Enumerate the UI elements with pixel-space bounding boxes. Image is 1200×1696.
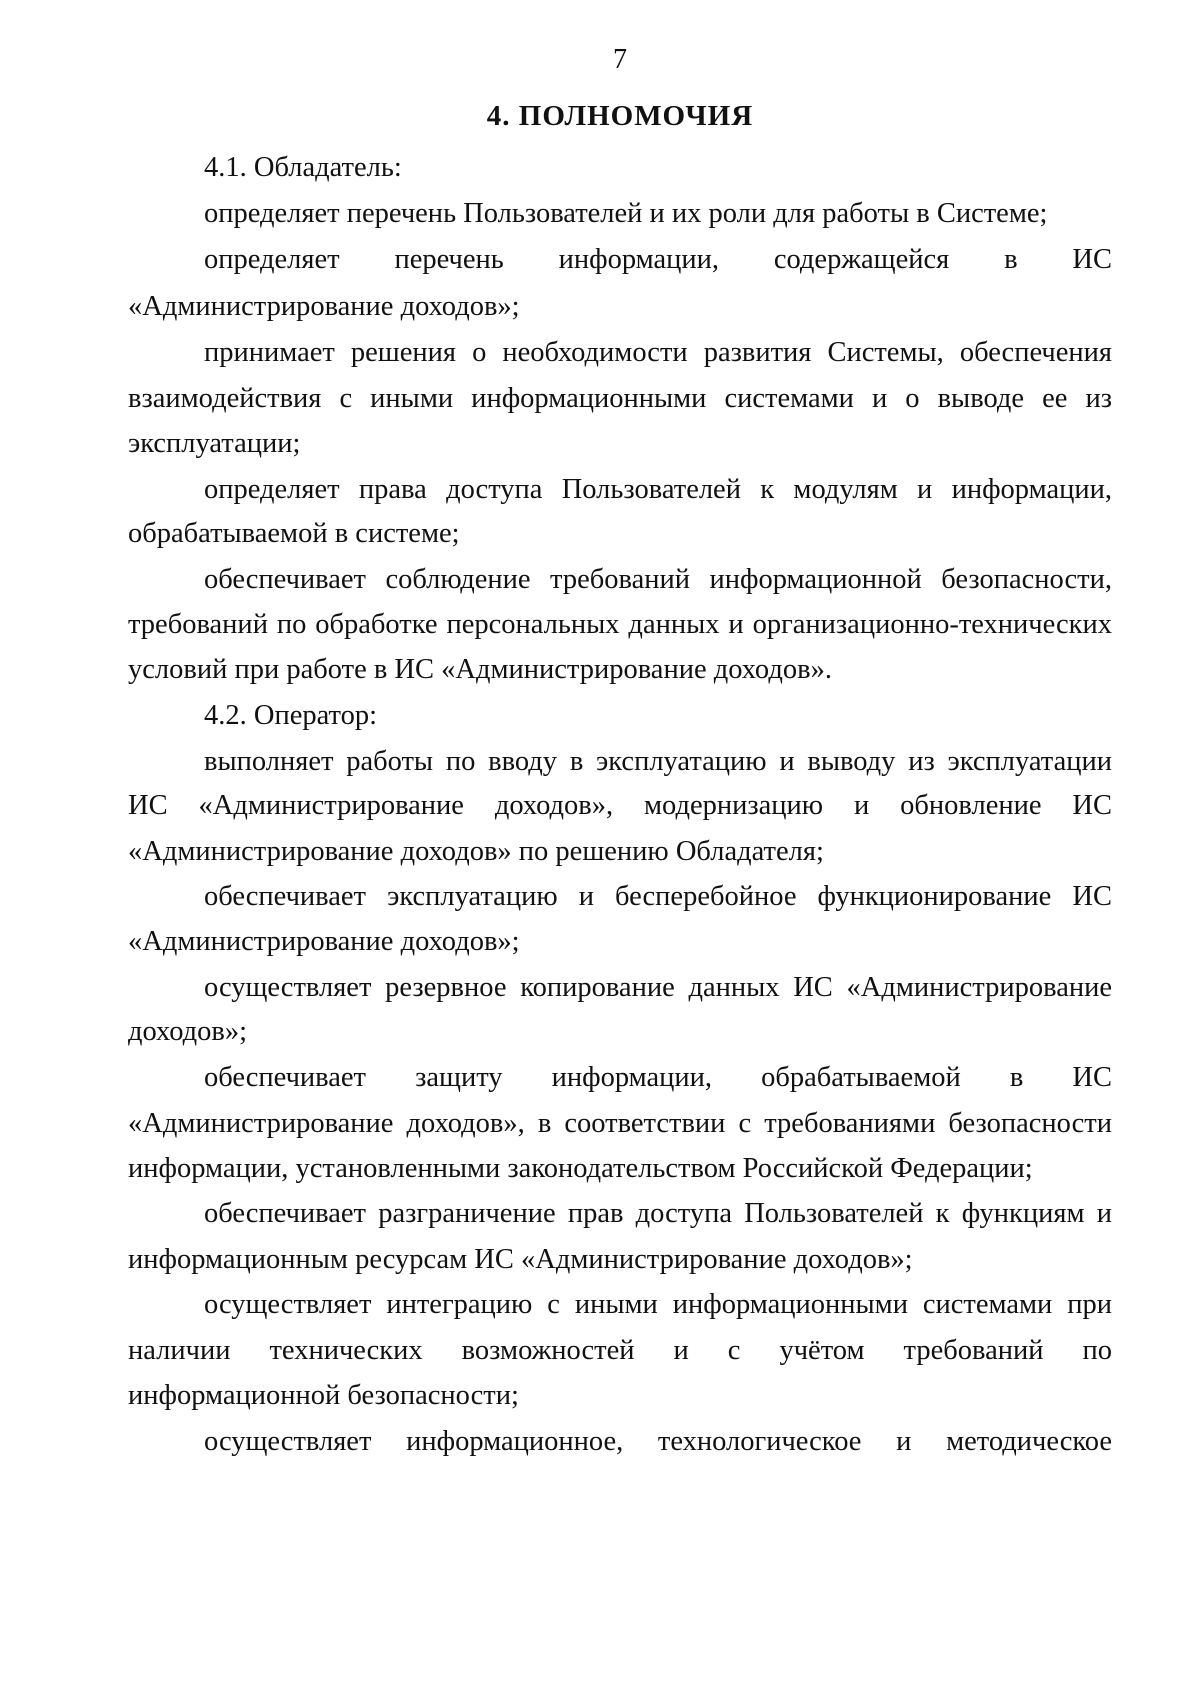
text-line: информации, установленными законодательством Российской Федерации; [128, 1153, 1033, 1184]
text-line: «Администрирование доходов»; [128, 926, 520, 957]
text-line: доходов»; [128, 1016, 248, 1047]
text-line: 4.1. Обладатель: [204, 152, 402, 183]
text-line: определяет перечень Пользователей и их роли для работы в Системе; [204, 198, 1048, 229]
text-line: определяет перечень информации, содержащейся в ИС [204, 244, 1112, 275]
text-line: 4.2. Оператор: [204, 700, 378, 731]
text-line: ИС «Администрирование доходов», модернизацию и обновление ИС [128, 790, 1112, 821]
text-line: «Администрирование доходов» по решению Обладателя; [128, 836, 824, 867]
text-line: принимает решения о необходимости развития Системы, обеспечения [204, 337, 1112, 368]
section-title: 4. ПОЛНОМОЧИЯ [486, 100, 754, 132]
text-line: информационным ресурсам ИС «Администрирование доходов»; [128, 1244, 913, 1275]
text-line: информационной безопасности; [128, 1380, 519, 1411]
text-line: обеспечивает разграничение прав доступа Пользователей к функциям и [204, 1198, 1112, 1229]
text-line: обеспечивает эксплуатацию и бесперебойное функционирование ИС [204, 881, 1112, 912]
text-line: осуществляет информационное, технологическое и методическое [204, 1426, 1112, 1457]
text-line: обеспечивает защиту информации, обрабатываемой в ИС [204, 1062, 1112, 1093]
text-line: обеспечивает соблюдение требований информационной безопасности, [204, 564, 1112, 595]
text-line: условий при работе в ИС «Администрирование доходов». [128, 654, 832, 685]
text-line: взаимодействия с иными информационными системами и о выводе ее из [128, 383, 1112, 414]
text-line: обрабатываемой в системе; [128, 518, 460, 549]
page-number: 7 [613, 44, 627, 75]
text-line: требований по обработке персональных данных и организационно-технических [128, 609, 1112, 640]
text-line: «Администрирование доходов»; [128, 291, 520, 322]
text-line: осуществляет интеграцию с иными информационными системами при [204, 1289, 1112, 1320]
text-line: выполняет работы по вводу в эксплуатацию и выводу из эксплуатации [204, 746, 1112, 777]
text-line: наличии технических возможностей и с учётом требований по [128, 1335, 1112, 1366]
text-line: определяет права доступа Пользователей к модулям и информации, [204, 474, 1112, 505]
text-line: «Администрирование доходов», в соответствии с требованиями безопасности [128, 1108, 1112, 1139]
text-line: осуществляет резервное копирование данных ИС «Администрирование [204, 972, 1112, 1003]
text-line: эксплуатации; [128, 428, 301, 459]
